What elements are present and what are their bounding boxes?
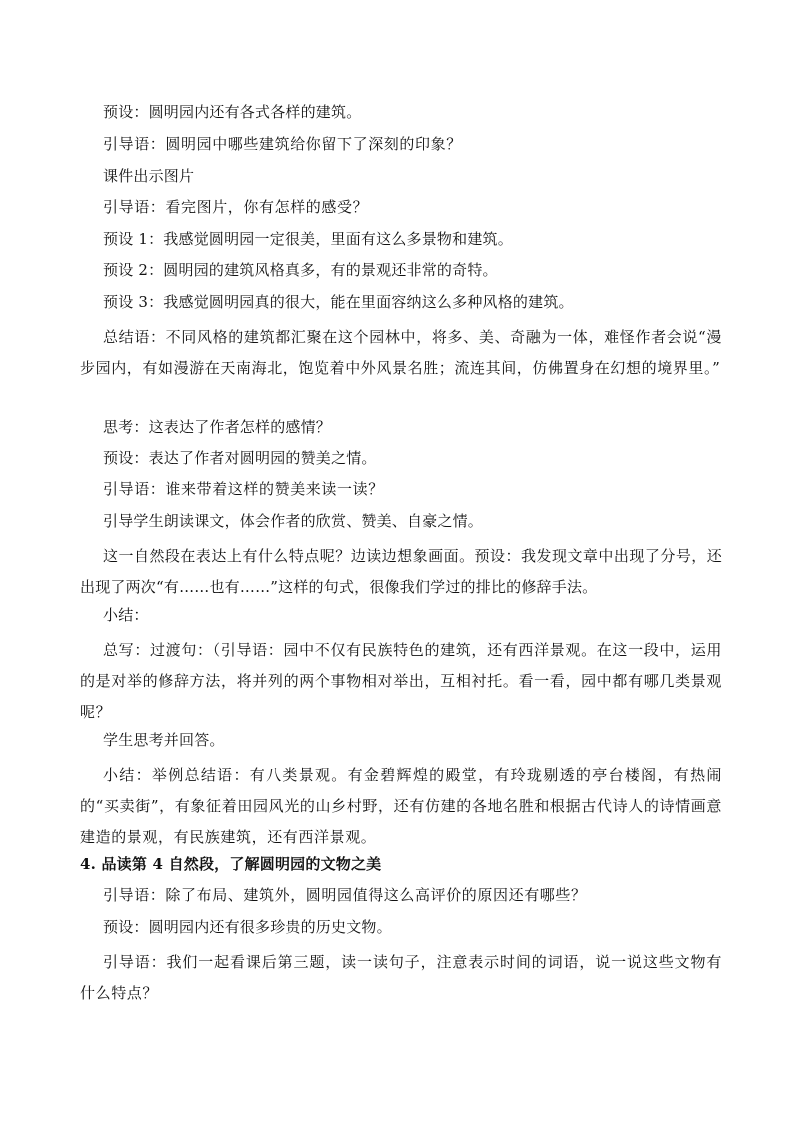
- paragraph-think-emotion: 思考：这表达了作者怎样的感情？: [103, 418, 332, 436]
- paragraph-students-answer: 学生思考并回答。: [103, 731, 225, 749]
- paragraph-guide-students-read: 引导学生朗读课文，体会作者的欣赏、赞美、自豪之情。: [103, 512, 484, 530]
- paragraph-summary-examples: 小结：举例总结语：有八类景观。有金碧辉煌的殿堂，有玲珑剔透的亭台楼阁，有热闹的“买卖街”，有象征着田园风光的山乡村野，还有仿建的各地名胜和根据古代诗人的诗情画意建造的景观，有民族建筑，还有西洋景观。: [80, 766, 722, 846]
- paragraph-feature-question: 这一自然段在表达上有什么特点呢？边读边想象画面。预设：我发现文章中出现了分号，还出现了两次“有……也有……”这样的句式，很像我们学过的排比的修辞手法。: [80, 547, 722, 596]
- paragraph-preset-1: 预设 1：我感觉圆明园一定很美，里面有这么多景物和建筑。: [103, 230, 513, 248]
- paragraph-preset-praise: 预设：表达了作者对圆明园的赞美之情。: [103, 449, 377, 467]
- paragraph-preset-relics: 预设：圆明园内还有很多珍贵的历史文物。: [103, 918, 392, 936]
- paragraph-guide-impression: 引导语：圆明园中哪些建筑给你留下了深刻的印象？: [103, 135, 462, 153]
- paragraph-guide-exercise: 引导语：我们一起看课后第三题，读一读句子，注意表示时间的词语，说一说这些文物有什么特点？: [80, 953, 722, 1002]
- paragraph-preset-2: 预设 2：圆明园的建筑风格真多，有的景观还非常的奇特。: [103, 261, 498, 279]
- paragraph-preset-buildings: 预设：圆明园内还有各式各样的建筑。: [103, 103, 362, 121]
- paragraph-summary-label: 小结：: [103, 606, 149, 624]
- section-heading-cultural-relics: 4. 品读第 4 自然段，了解圆明园的文物之美: [80, 855, 382, 873]
- paragraph-summary-styles: 总结语：不同风格的建筑都汇聚在这个园林中，将多、美、奇融为一体，难怪作者会说“漫步园内，有如漫游在天南海北，饱览着中外风景名胜；流连其间，仿佛置身在幻想的境界里。”: [80, 328, 722, 377]
- paragraph-guide-reasons: 引导语：除了布局、建筑外，圆明园值得这么高评价的原因还有哪些？: [103, 886, 587, 904]
- paragraph-transition-sentence: 总写：过渡句：（引导语：园中不仅有民族特色的建筑，还有西洋景观。在这一段中，运用的是对举的修辞方法，将并列的两个事物相对举出，互相衬托。看一看，园中都有哪几类景观呢？: [80, 641, 722, 721]
- paragraph-preset-3: 预设 3：我感觉圆明园真的很大，能在里面容纳这么多种风格的建筑。: [103, 293, 574, 311]
- paragraph-guide-feeling: 引导语：看完图片，你有怎样的感受？: [103, 198, 369, 216]
- paragraph-courseware-pictures: 课件出示图片: [103, 167, 195, 185]
- paragraph-guide-read: 引导语：谁来带着这样的赞美来读一读？: [103, 480, 384, 498]
